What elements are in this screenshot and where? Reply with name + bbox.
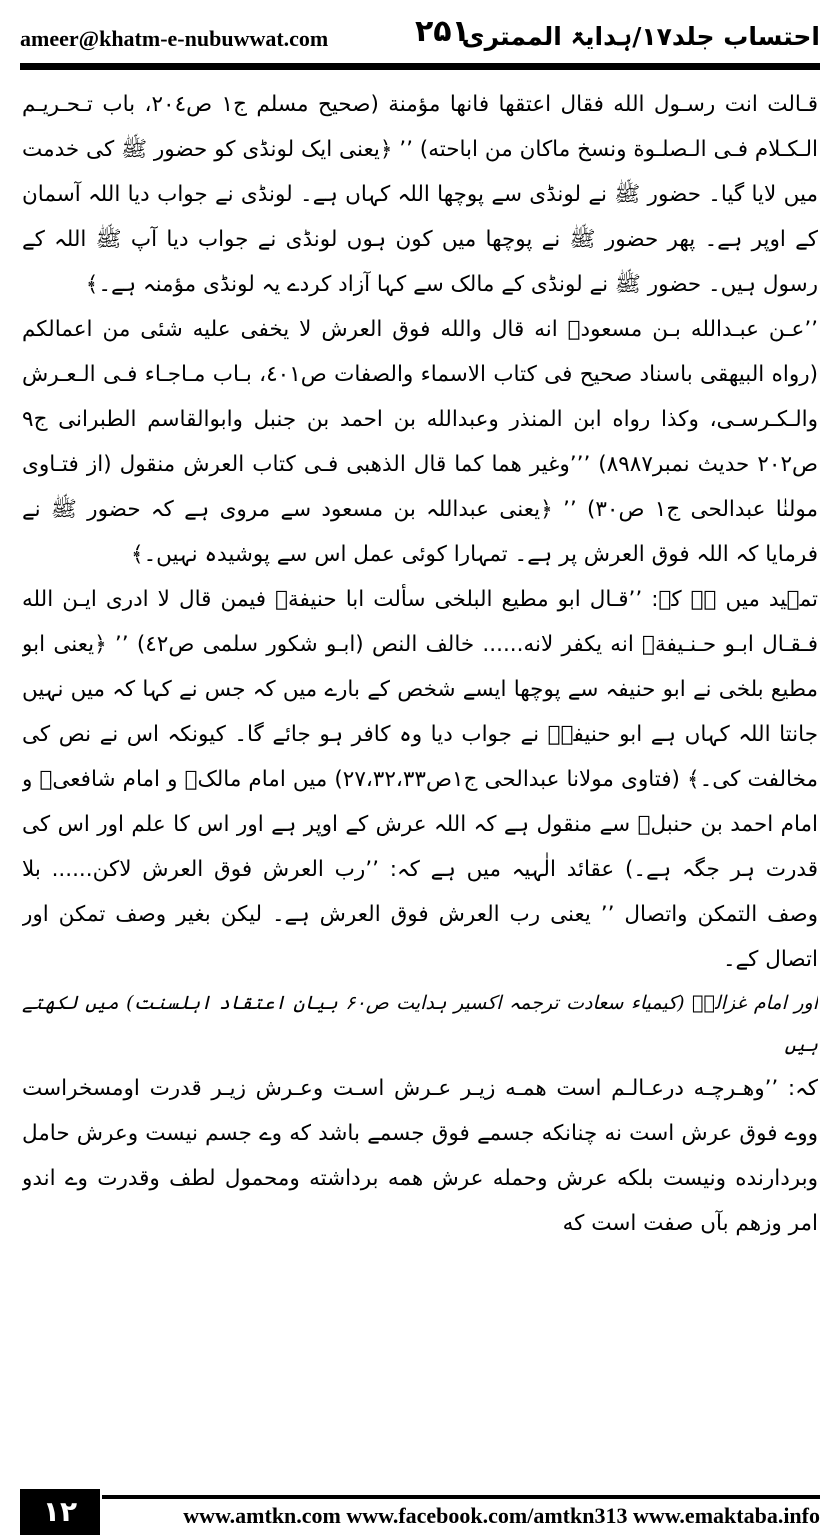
paragraph-5: کہ: ’’وهـرچـه درعـالـم است همـه زيـر عـرش اسـت وعـرش زيـر قدرت اومسخراست ووے فوق عرش است نه چنانكه جسمے فوق جسمے باشد كه وے جسم نيست وعرش حامل وبردارنده ونيست بلكه عرش وحمله عرش همه برداشته ومحمول لطف وقدرت وے اندو امر وزهم بآں صفت است كه: [22, 1076, 818, 1236]
footer-page-number: ۱۲: [20, 1489, 100, 1535]
header-rule: [20, 63, 820, 70]
page-header: [20, 8, 820, 58]
header-email: ameer@khatm-e-nubuwwat.com: [20, 26, 329, 51]
paragraph-2: ’’عـن عبـدالله بـن مسعودؓ انه قال والله فوق العرش لا يخفى عليه شئى من اعمالكم (رواه البيهقى باسناد صحيح فى كتاب الاسماء والصفات ص٤٠١، بـاب مـاجـاء فـى الـعـرش والـكـرسـى، وكذا رواه ابن المنذر وعبدالله بن احمد بن جنبل وابوالقاسم الطبرانى ج٩ ص٢٠٢ حديث نمبر٨٩٨٧) ’’’وغير هما كما قال الذهبى فـى كتاب العرش منقول (از فتـاوى مولنٰا عبدالحى ج١ ص٣٠) ’’ ﴿یعنی عبداللہ بن مسعود سے مروی ہے کہ حضور ﷺ نے فرمایا کہ اللہ فوق العرش پر ہے۔ تمہارا کوئی عمل اس سے پوشیدہ نہیں۔﴾: [22, 317, 818, 567]
footer-rule: [102, 1495, 820, 1499]
page-body: [22, 82, 818, 1482]
footer-urls: www.amtkn.com www.facebook.com/amtkn313 www.emaktaba.info: [183, 1503, 820, 1528]
header-book-title: احتساب جلد۱۷/ہدایۃ الممتری: [461, 22, 820, 51]
paragraph-4: اور امام غزالیؒ (کیمیاء سعادت ترجمہ اکسیر ہدایت ص۶۰ بیان اعتقاد اہلسنت) میں لکھتے ہیں: [22, 992, 818, 1056]
paragraph-3: تمہید میں ہے کہ: ’’قـال ابو مطيع البلخى سألت ابا حنيفةؒ فيمن قال لا ادرى ايـن الله فـقـال ابـو حـنـيفةؒ انه يكفر لانه...... خالف النص (ابـو شكور سلمى ص٤٢) ’’ ﴿یعنی ابو مطیع بلخی نے ابو حنیفہ سے پوچھا ایسے شخص کے بارے میں کہ جس نے کہا کہ میں نہیں جانتا اللہ کہاں ہے ابو حنیفہؒ نے جواب دیا وہ کافر ہو جائے گا۔ کیونکہ اس نے نص کی مخالفت کی۔﴾ (فتاوی مولانا عبدالحی ج۱ص۲۷،۳۲،۳۳) میں امام مالکؒ و امام شافعیؒ و امام احمد بن حنبلؒ سے منقول ہے کہ اللہ عرش کے اوپر ہے اور اس کا علم اور اس کی قدرت ہر جگہ ہے۔) عقائد الٰہیہ میں ہے کہ: ’’رب العرش فوق العرش لاكن...... بلا وصف التمكن واتصال ’’ یعنی رب العرش فوق العرش ہے۔ لیکن بغیر وصف تمکن اور اتصال کے۔: [22, 587, 818, 972]
header-page-number: ۲۵۱: [415, 14, 470, 49]
paragraph-1: قـالت انت رسـول الله فقال اعتقها فانها مؤمنة (صحيح مسلم ج١ ص٢٠٤، باب تـحـريـم الـكـلام فـى الـصلـوة ونسخ ماكان من اباحته) ’’ ﴿یعنی ایک لونڈی کو حضور ﷺ کی خدمت میں لایا گیا۔ حضور ﷺ نے لونڈی سے پوچھا اللہ کہاں ہے۔ لونڈی نے جواب دیا اللہ آسمان کے اوپر ہے۔ پھر حضور ﷺ نے پوچھا میں کون ہوں لونڈی نے جواب دیا آپ ﷺ اللہ کے رسول ہیں۔ حضور ﷺ نے لونڈی کے مالک سے کہا آزاد کردے یہ لونڈی مؤمنہ ہے۔﴾: [22, 92, 818, 297]
page-footer: [20, 1489, 820, 1535]
